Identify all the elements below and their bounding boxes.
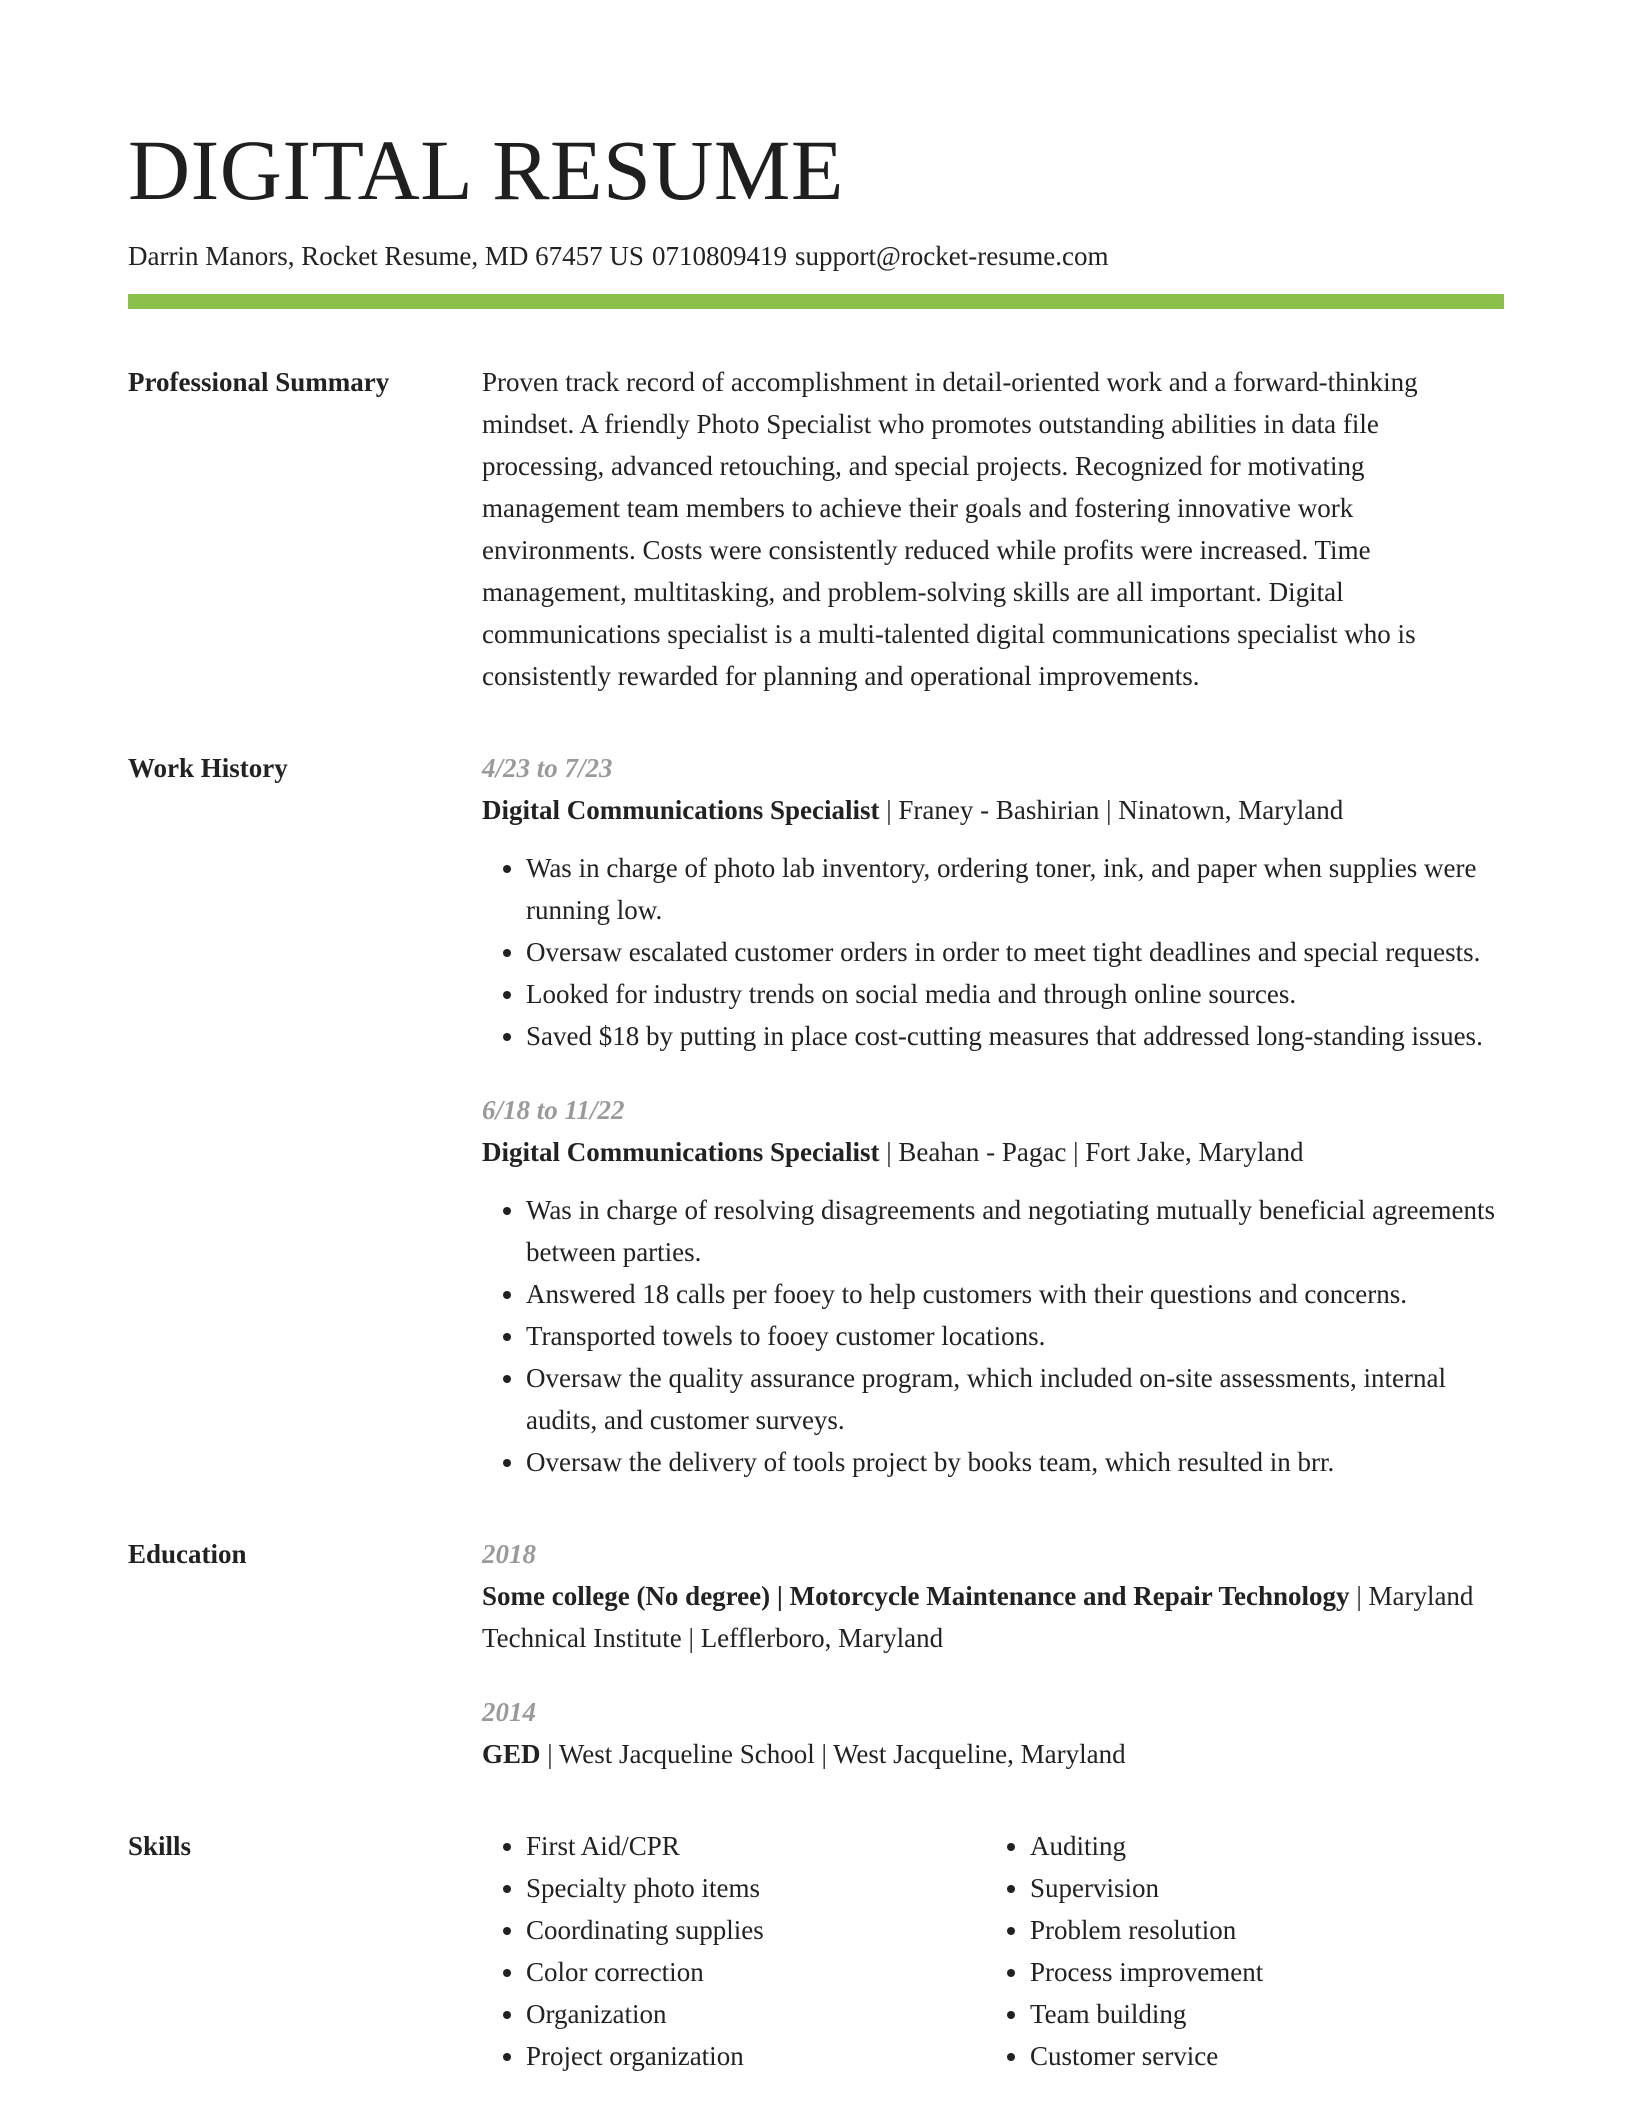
list-item: • Organization xyxy=(526,1993,986,2035)
resume-title: DIGITAL RESUME xyxy=(128,122,844,218)
job-details: | Beahan - Pagac | Fort Jake, Maryland xyxy=(879,1137,1304,1167)
education-heading xyxy=(482,1733,1504,1775)
list-item: • Oversaw the quality assurance program, which included on-site assessments, internal audits, and customer surveys. xyxy=(526,1357,1504,1441)
list-item: • Process improvement xyxy=(1030,1951,1490,1993)
skills-section xyxy=(128,1825,1504,2077)
education-details: | West Jacqueline School | West Jacqueline, Maryland xyxy=(540,1739,1126,1769)
education-degree: Some college (No degree) | Motorcycle Maintenance and Repair Technology xyxy=(482,1581,1350,1611)
skills-list-left xyxy=(482,1825,986,2077)
list-item: • Problem resolution xyxy=(1030,1909,1490,1951)
list-item: • Customer service xyxy=(1030,2035,1490,2077)
education-label: Education xyxy=(128,1539,247,1569)
skills-list-right xyxy=(986,1825,1490,2077)
job-entry xyxy=(482,1089,1504,1483)
education-heading xyxy=(482,1575,1504,1659)
job-heading xyxy=(482,1131,1504,1173)
list-item: • Looked for industry trends on social media and through online sources. xyxy=(526,973,1504,1015)
list-item: • Coordinating supplies xyxy=(526,1909,986,1951)
job-entry xyxy=(482,747,1504,1057)
list-item: • Transported towels to fooey customer locations. xyxy=(526,1315,1504,1357)
job-title: Digital Communications Specialist xyxy=(482,1137,880,1167)
work-history-content xyxy=(482,747,1504,1483)
list-item: • Was in charge of photo lab inventory, ordering toner, ink, and paper when supplies were running low. xyxy=(526,847,1504,931)
work-history-section xyxy=(128,747,1504,1483)
skills-label: Skills xyxy=(128,1831,192,1861)
contact-email: support@rocket-resume.com xyxy=(794,241,1109,271)
list-item: • Specialty photo items xyxy=(526,1867,986,1909)
job-heading xyxy=(482,789,1504,831)
education-entry xyxy=(482,1533,1504,1659)
job-dates: 6/18 to 11/22 xyxy=(482,1095,625,1125)
summary-section xyxy=(128,361,1504,697)
list-item: • First Aid/CPR xyxy=(526,1825,986,1867)
education-degree: GED xyxy=(482,1739,541,1769)
education-details: | Maryland Technical Institute | Lefflerboro, Maryland xyxy=(482,1581,1474,1653)
list-item: • Was in charge of resolving disagreements and negotiating mutually beneficial agreements between parties. xyxy=(526,1189,1504,1273)
job-bullets xyxy=(482,1189,1504,1483)
contact-phone: 0710809419 xyxy=(651,241,787,271)
contact-line xyxy=(128,238,1504,274)
summary-label: Professional Summary xyxy=(128,367,390,397)
list-item: • Project organization xyxy=(526,2035,986,2077)
list-item: • Supervision xyxy=(1030,1867,1490,1909)
education-entry xyxy=(482,1691,1504,1775)
education-section xyxy=(128,1533,1504,1775)
list-item: • Auditing xyxy=(1030,1825,1490,1867)
list-item: • Answered 18 calls per fooey to help customers with their questions and concerns. xyxy=(526,1273,1504,1315)
list-item: • Team building xyxy=(1030,1993,1490,2035)
education-year: 2014 xyxy=(482,1697,536,1727)
job-title: Digital Communications Specialist xyxy=(482,795,880,825)
header-divider xyxy=(128,294,1504,309)
summary-text: Proven track record of accomplishment in detail-oriented work and a forward-thinking mindset. A friendly Photo Specialist who promotes outstanding abilities in data file processing, advanced retouching, and special projects. Recognized for motivating management team members to achieve their goals and fostering innovative work environments. Costs were consistently reduced while profits were increased. Time management, multitasking, and problem-solving skills are all important. Digital communications specialist is a multi-talented digital communications specialist who is consistently rewarded for planning and operational improvements. xyxy=(482,367,1418,691)
summary-content xyxy=(482,361,1504,697)
list-item: • Saved $18 by putting in place cost-cutting measures that addressed long-standing issues. xyxy=(526,1015,1504,1057)
list-item: • Oversaw the delivery of tools project by books team, which resulted in brr. xyxy=(526,1441,1504,1483)
education-year: 2018 xyxy=(482,1539,536,1569)
contact-address: Darrin Manors, Rocket Resume, MD 67457 US xyxy=(128,241,644,271)
skills-content xyxy=(482,1825,1504,2077)
job-bullets xyxy=(482,847,1504,1057)
job-details: | Franey - Bashirian | Ninatown, Maryland xyxy=(879,795,1344,825)
work-history-label: Work History xyxy=(128,753,288,783)
list-item: • Oversaw escalated customer orders in order to meet tight deadlines and special requests. xyxy=(526,931,1504,973)
education-content xyxy=(482,1533,1504,1775)
list-item: • Color correction xyxy=(526,1951,986,1993)
job-dates: 4/23 to 7/23 xyxy=(482,753,613,783)
